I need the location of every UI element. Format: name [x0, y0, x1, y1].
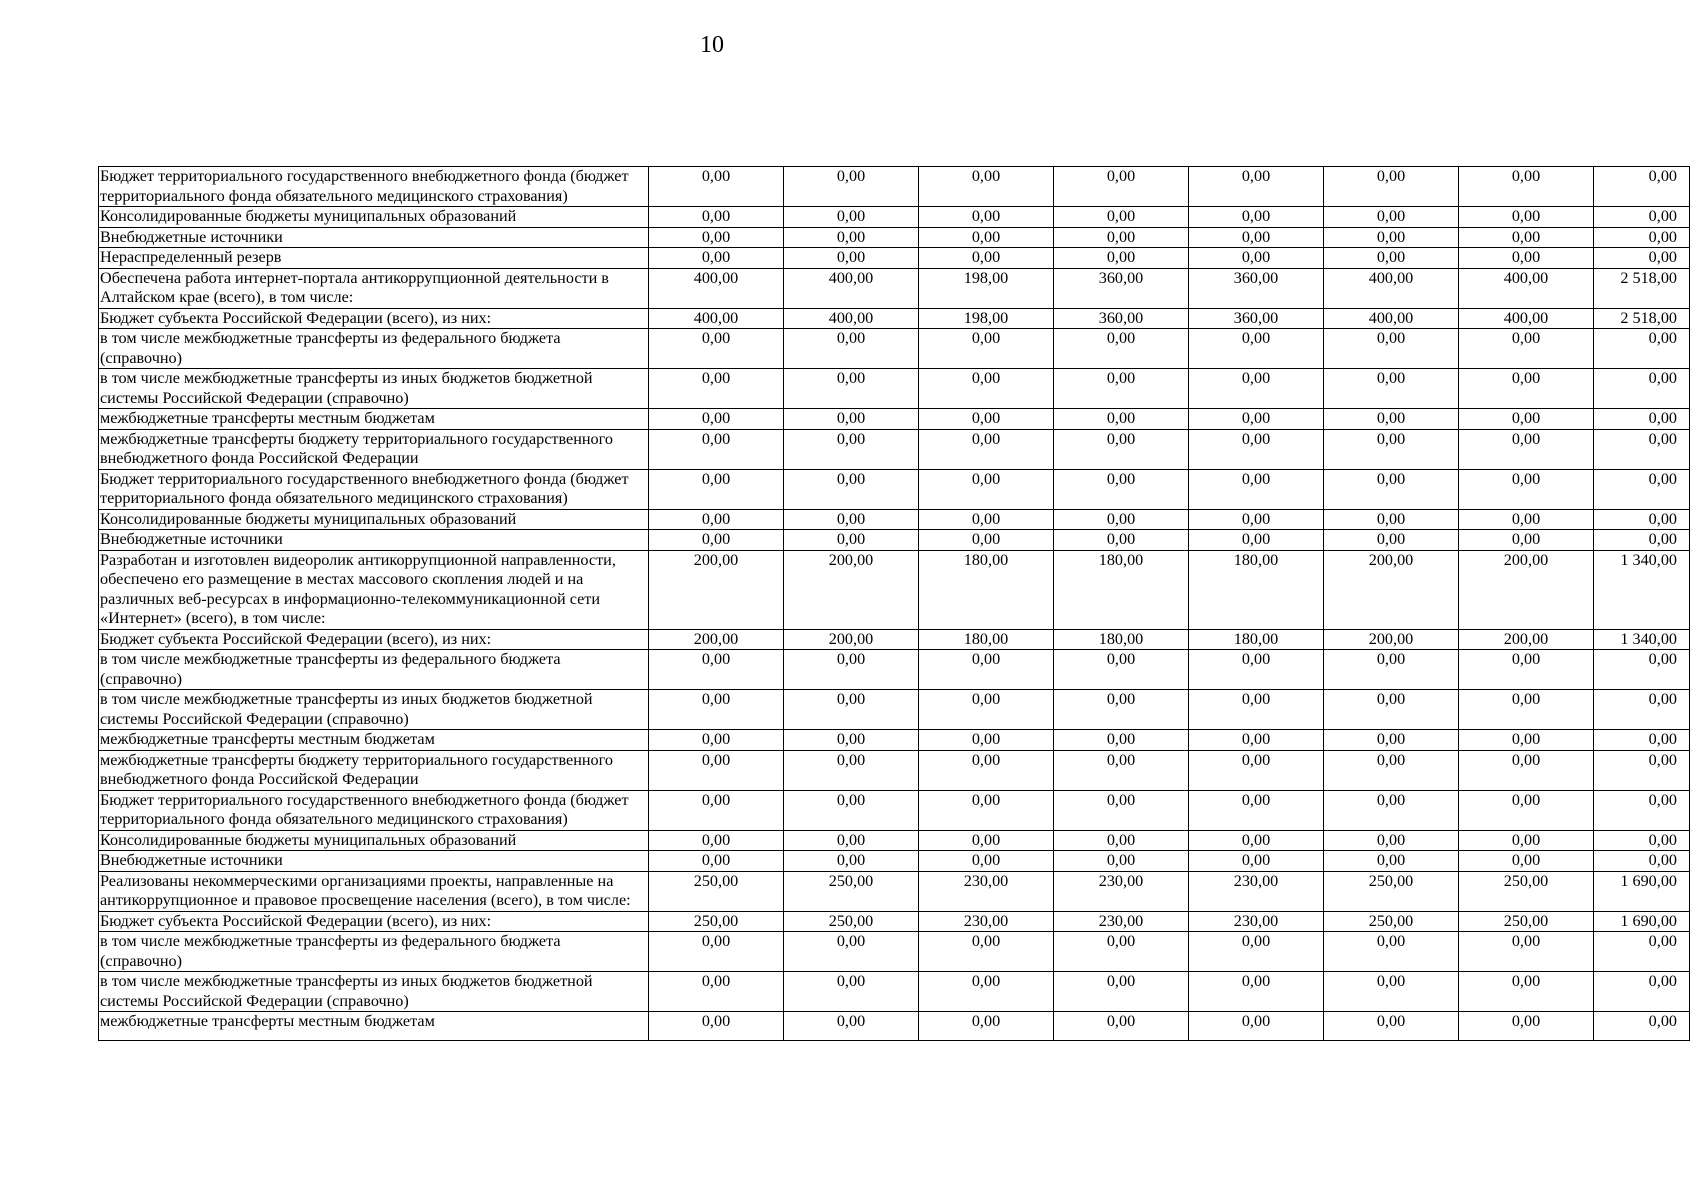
- value-cell: 0,00: [919, 690, 1054, 730]
- table-row: [99, 530, 1690, 551]
- row-label: Бюджет субъекта Российской Федерации (всего), из них:: [99, 308, 649, 329]
- value-cell: 0,00: [1324, 972, 1459, 1012]
- table-row: [99, 629, 1690, 650]
- table-row: [99, 932, 1690, 972]
- value-cell: 0,00: [919, 932, 1054, 972]
- value-cell: 0,00: [784, 248, 919, 269]
- row-label: в том числе межбюджетные трансферты из иных бюджетов бюджетной системы Российской Федерации (справочно): [99, 690, 649, 730]
- value-cell: 0,00: [1054, 790, 1189, 830]
- row-label: Бюджет территориального государственного внебюджетного фонда (бюджет территориального фонда обязательного медицинского страхования): [99, 790, 649, 830]
- value-cell-total: 0,00: [1594, 790, 1690, 830]
- value-cell: 0,00: [1459, 207, 1594, 228]
- value-cell: 230,00: [1054, 871, 1189, 911]
- value-cell: 0,00: [784, 1012, 919, 1041]
- value-cell-total: 2 518,00: [1594, 308, 1690, 329]
- value-cell: 360,00: [1189, 308, 1324, 329]
- value-cell: 0,00: [784, 830, 919, 851]
- value-cell-total: 0,00: [1594, 530, 1690, 551]
- value-cell: 230,00: [919, 911, 1054, 932]
- value-cell: 180,00: [919, 550, 1054, 629]
- row-label: Внебюджетные источники: [99, 530, 649, 551]
- table-row: [99, 911, 1690, 932]
- budget-table: [98, 166, 1690, 1041]
- value-cell: 0,00: [784, 167, 919, 207]
- value-cell: 0,00: [649, 167, 784, 207]
- value-cell-total: 0,00: [1594, 409, 1690, 430]
- value-cell: 0,00: [1054, 248, 1189, 269]
- row-label: в том числе межбюджетные трансферты из федерального бюджета (справочно): [99, 650, 649, 690]
- value-cell: 400,00: [649, 308, 784, 329]
- value-cell: 0,00: [649, 369, 784, 409]
- value-cell: 0,00: [919, 830, 1054, 851]
- row-label: в том числе межбюджетные трансферты из иных бюджетов бюджетной системы Российской Федерации (справочно): [99, 972, 649, 1012]
- row-label: Обеспечена работа интернет-портала антикоррупционной деятельности в Алтайском крае (всего), в том числе:: [99, 268, 649, 308]
- value-cell: 0,00: [784, 409, 919, 430]
- row-label: Консолидированные бюджеты муниципальных образований: [99, 830, 649, 851]
- value-cell: 0,00: [1324, 1012, 1459, 1041]
- value-cell: 0,00: [784, 509, 919, 530]
- value-cell: 200,00: [784, 629, 919, 650]
- value-cell: 0,00: [1189, 207, 1324, 228]
- table-row: [99, 469, 1690, 509]
- value-cell: 0,00: [1324, 509, 1459, 530]
- value-cell: 0,00: [649, 227, 784, 248]
- value-cell-total: 1 690,00: [1594, 871, 1690, 911]
- value-cell: 0,00: [649, 690, 784, 730]
- value-cell-total: 0,00: [1594, 469, 1690, 509]
- row-label: межбюджетные трансферты местным бюджетам: [99, 1012, 649, 1041]
- value-cell-total: 0,00: [1594, 730, 1690, 751]
- row-label: Внебюджетные источники: [99, 851, 649, 872]
- value-cell-total: 0,00: [1594, 650, 1690, 690]
- row-label: в том числе межбюджетные трансферты из федерального бюджета (справочно): [99, 932, 649, 972]
- value-cell: 0,00: [1189, 167, 1324, 207]
- value-cell: 400,00: [1324, 308, 1459, 329]
- row-label: Консолидированные бюджеты муниципальных образований: [99, 207, 649, 228]
- value-cell: 250,00: [649, 911, 784, 932]
- table-row: [99, 167, 1690, 207]
- row-label: межбюджетные трансферты местным бюджетам: [99, 409, 649, 430]
- value-cell: 0,00: [1054, 650, 1189, 690]
- table-row: [99, 650, 1690, 690]
- value-cell: 0,00: [1459, 469, 1594, 509]
- value-cell: 0,00: [784, 750, 919, 790]
- value-cell-total: 0,00: [1594, 972, 1690, 1012]
- value-cell: 0,00: [919, 429, 1054, 469]
- value-cell: 0,00: [649, 409, 784, 430]
- value-cell: 400,00: [1459, 308, 1594, 329]
- value-cell: 0,00: [649, 830, 784, 851]
- table-row: [99, 790, 1690, 830]
- value-cell: 180,00: [1189, 629, 1324, 650]
- value-cell: 0,00: [784, 932, 919, 972]
- value-cell: 180,00: [1054, 550, 1189, 629]
- value-cell: 0,00: [1324, 932, 1459, 972]
- value-cell: 0,00: [1189, 790, 1324, 830]
- value-cell: 0,00: [649, 509, 784, 530]
- table-row: [99, 830, 1690, 851]
- value-cell: 400,00: [1324, 268, 1459, 308]
- value-cell: 0,00: [1324, 207, 1459, 228]
- value-cell: 0,00: [919, 790, 1054, 830]
- value-cell: 0,00: [1054, 509, 1189, 530]
- table-row: [99, 369, 1690, 409]
- value-cell: 0,00: [919, 369, 1054, 409]
- value-cell: 0,00: [919, 469, 1054, 509]
- value-cell: 180,00: [1189, 550, 1324, 629]
- row-label: Бюджет субъекта Российской Федерации (всего), из них:: [99, 911, 649, 932]
- value-cell-total: 1 340,00: [1594, 629, 1690, 650]
- value-cell: 0,00: [1324, 227, 1459, 248]
- table-row: [99, 429, 1690, 469]
- value-cell: 0,00: [919, 509, 1054, 530]
- value-cell-total: 0,00: [1594, 429, 1690, 469]
- value-cell: 0,00: [1324, 851, 1459, 872]
- value-cell: 230,00: [1054, 911, 1189, 932]
- value-cell: 0,00: [919, 750, 1054, 790]
- value-cell: 0,00: [784, 329, 919, 369]
- value-cell: 0,00: [1324, 409, 1459, 430]
- value-cell: 200,00: [1459, 550, 1594, 629]
- value-cell: 0,00: [784, 650, 919, 690]
- value-cell: 200,00: [1324, 550, 1459, 629]
- value-cell: 0,00: [1324, 369, 1459, 409]
- value-cell: 0,00: [1459, 248, 1594, 269]
- value-cell: 0,00: [649, 530, 784, 551]
- value-cell: 0,00: [1459, 690, 1594, 730]
- value-cell: 0,00: [784, 851, 919, 872]
- value-cell: 0,00: [784, 227, 919, 248]
- value-cell: 0,00: [919, 851, 1054, 872]
- value-cell-total: 0,00: [1594, 1012, 1690, 1041]
- value-cell: 250,00: [1324, 911, 1459, 932]
- value-cell: 0,00: [1054, 409, 1189, 430]
- value-cell: 0,00: [1459, 1012, 1594, 1041]
- value-cell: 0,00: [784, 972, 919, 1012]
- value-cell: 198,00: [919, 308, 1054, 329]
- value-cell: 0,00: [649, 1012, 784, 1041]
- value-cell: 0,00: [784, 690, 919, 730]
- value-cell: 198,00: [919, 268, 1054, 308]
- value-cell-total: 0,00: [1594, 207, 1690, 228]
- value-cell: 0,00: [1459, 369, 1594, 409]
- value-cell: 360,00: [1054, 268, 1189, 308]
- value-cell: 250,00: [1459, 911, 1594, 932]
- value-cell: 200,00: [649, 629, 784, 650]
- row-label: Нераспределенный резерв: [99, 248, 649, 269]
- value-cell: 0,00: [1189, 369, 1324, 409]
- value-cell: 0,00: [1054, 851, 1189, 872]
- value-cell: 0,00: [1459, 167, 1594, 207]
- value-cell: 0,00: [1459, 650, 1594, 690]
- value-cell: 0,00: [1459, 730, 1594, 751]
- value-cell: 0,00: [1324, 248, 1459, 269]
- row-label: межбюджетные трансферты бюджету территориального государственного внебюджетного фонда Российской Федерации: [99, 429, 649, 469]
- table-body: [99, 167, 1690, 1041]
- value-cell: 0,00: [1324, 530, 1459, 551]
- value-cell: 0,00: [649, 207, 784, 228]
- value-cell: 0,00: [1054, 167, 1189, 207]
- value-cell: 0,00: [1324, 167, 1459, 207]
- value-cell: 230,00: [1189, 911, 1324, 932]
- value-cell: 200,00: [784, 550, 919, 629]
- value-cell: 0,00: [1324, 790, 1459, 830]
- value-cell: 0,00: [1189, 750, 1324, 790]
- table-row: [99, 207, 1690, 228]
- value-cell: 0,00: [1054, 932, 1189, 972]
- value-cell: 0,00: [919, 329, 1054, 369]
- row-label: Бюджет территориального государственного внебюджетного фонда (бюджет территориального фонда обязательного медицинского страхования): [99, 469, 649, 509]
- value-cell: 0,00: [1189, 409, 1324, 430]
- value-cell: 0,00: [1054, 972, 1189, 1012]
- value-cell: 0,00: [1459, 227, 1594, 248]
- value-cell: 0,00: [1459, 932, 1594, 972]
- value-cell: 0,00: [784, 790, 919, 830]
- value-cell: 0,00: [1324, 650, 1459, 690]
- value-cell: 0,00: [919, 409, 1054, 430]
- row-label: Бюджет территориального государственного внебюджетного фонда (бюджет территориального фонда обязательного медицинского страхования): [99, 167, 649, 207]
- value-cell-total: 1 690,00: [1594, 911, 1690, 932]
- table-row: [99, 1012, 1690, 1041]
- row-label: в том числе межбюджетные трансферты из федерального бюджета (справочно): [99, 329, 649, 369]
- value-cell: 0,00: [1459, 429, 1594, 469]
- value-cell: 360,00: [1189, 268, 1324, 308]
- row-label: Консолидированные бюджеты муниципальных образований: [99, 509, 649, 530]
- value-cell: 0,00: [1054, 207, 1189, 228]
- value-cell: 400,00: [649, 268, 784, 308]
- value-cell: 0,00: [649, 730, 784, 751]
- value-cell: 0,00: [649, 972, 784, 1012]
- table-row: [99, 972, 1690, 1012]
- value-cell: 250,00: [1459, 871, 1594, 911]
- value-cell: 400,00: [784, 268, 919, 308]
- table-row: [99, 409, 1690, 430]
- value-cell: 0,00: [784, 730, 919, 751]
- value-cell: 0,00: [1189, 730, 1324, 751]
- value-cell: 0,00: [1459, 830, 1594, 851]
- value-cell: 0,00: [1054, 227, 1189, 248]
- value-cell: 0,00: [1054, 469, 1189, 509]
- value-cell: 250,00: [1324, 871, 1459, 911]
- value-cell-total: 0,00: [1594, 750, 1690, 790]
- value-cell: 0,00: [919, 227, 1054, 248]
- row-label: межбюджетные трансферты местным бюджетам: [99, 730, 649, 751]
- table-row: [99, 690, 1690, 730]
- value-cell: 0,00: [1054, 690, 1189, 730]
- value-cell: 0,00: [784, 207, 919, 228]
- value-cell: 0,00: [919, 730, 1054, 751]
- value-cell: 0,00: [1054, 329, 1189, 369]
- value-cell: 0,00: [1189, 329, 1324, 369]
- value-cell: 0,00: [919, 1012, 1054, 1041]
- value-cell: 0,00: [1324, 469, 1459, 509]
- row-label: Реализованы некоммерческими организациями проекты, направленные на антикоррупционное и правовое просвещение населения (всего), в том числе:: [99, 871, 649, 911]
- value-cell: 200,00: [1324, 629, 1459, 650]
- value-cell: 250,00: [649, 871, 784, 911]
- table-row: [99, 550, 1690, 629]
- value-cell: 0,00: [1054, 429, 1189, 469]
- value-cell: 0,00: [1459, 972, 1594, 1012]
- value-cell: 0,00: [1324, 750, 1459, 790]
- row-label: Бюджет субъекта Российской Федерации (всего), из них:: [99, 629, 649, 650]
- value-cell: 0,00: [1324, 830, 1459, 851]
- value-cell: 0,00: [649, 469, 784, 509]
- value-cell: 0,00: [1054, 369, 1189, 409]
- value-cell-total: 0,00: [1594, 227, 1690, 248]
- table-row: [99, 268, 1690, 308]
- value-cell: 0,00: [1189, 972, 1324, 1012]
- value-cell: 0,00: [649, 329, 784, 369]
- value-cell: 0,00: [1459, 750, 1594, 790]
- value-cell: 400,00: [1459, 268, 1594, 308]
- table-row: [99, 308, 1690, 329]
- value-cell: 0,00: [784, 429, 919, 469]
- value-cell: 0,00: [919, 167, 1054, 207]
- value-cell: 230,00: [1189, 871, 1324, 911]
- value-cell: 0,00: [1459, 530, 1594, 551]
- value-cell: 0,00: [1189, 429, 1324, 469]
- value-cell: 0,00: [1189, 690, 1324, 730]
- value-cell: 0,00: [649, 790, 784, 830]
- table-row: [99, 871, 1690, 911]
- value-cell-total: 0,00: [1594, 509, 1690, 530]
- value-cell-total: 0,00: [1594, 851, 1690, 872]
- page-number: 10: [700, 32, 724, 58]
- value-cell: 0,00: [1189, 932, 1324, 972]
- value-cell: 0,00: [1459, 851, 1594, 872]
- value-cell-total: 0,00: [1594, 369, 1690, 409]
- row-label: Внебюджетные источники: [99, 227, 649, 248]
- value-cell: 0,00: [1189, 509, 1324, 530]
- value-cell: 0,00: [1189, 830, 1324, 851]
- value-cell: 0,00: [1189, 248, 1324, 269]
- value-cell: 0,00: [1324, 329, 1459, 369]
- value-cell-total: 0,00: [1594, 830, 1690, 851]
- value-cell: 200,00: [1459, 629, 1594, 650]
- value-cell: 0,00: [1324, 690, 1459, 730]
- value-cell: 0,00: [1189, 530, 1324, 551]
- value-cell: 0,00: [919, 207, 1054, 228]
- value-cell: 250,00: [784, 911, 919, 932]
- value-cell: 0,00: [919, 972, 1054, 1012]
- table-row: [99, 750, 1690, 790]
- value-cell: 250,00: [784, 871, 919, 911]
- value-cell: 0,00: [1189, 227, 1324, 248]
- value-cell: 0,00: [1054, 530, 1189, 551]
- value-cell: 0,00: [784, 469, 919, 509]
- row-label: межбюджетные трансферты бюджету территориального государственного внебюджетного фонда Российской Федерации: [99, 750, 649, 790]
- value-cell: 0,00: [784, 369, 919, 409]
- value-cell: 0,00: [649, 851, 784, 872]
- value-cell: 0,00: [1054, 750, 1189, 790]
- table-row: [99, 509, 1690, 530]
- value-cell: 360,00: [1054, 308, 1189, 329]
- value-cell: 0,00: [1189, 851, 1324, 872]
- value-cell: 0,00: [1324, 429, 1459, 469]
- value-cell: 200,00: [649, 550, 784, 629]
- row-label: в том числе межбюджетные трансферты из иных бюджетов бюджетной системы Российской Федерации (справочно): [99, 369, 649, 409]
- value-cell-total: 0,00: [1594, 248, 1690, 269]
- value-cell: 0,00: [649, 650, 784, 690]
- value-cell-total: 2 518,00: [1594, 268, 1690, 308]
- value-cell: 0,00: [1189, 650, 1324, 690]
- value-cell: 0,00: [784, 530, 919, 551]
- value-cell: 230,00: [919, 871, 1054, 911]
- value-cell: 0,00: [649, 932, 784, 972]
- table-row: [99, 227, 1690, 248]
- value-cell: 0,00: [1459, 790, 1594, 830]
- value-cell: 0,00: [1189, 469, 1324, 509]
- value-cell: 0,00: [919, 248, 1054, 269]
- value-cell: 0,00: [649, 429, 784, 469]
- value-cell: 0,00: [1324, 730, 1459, 751]
- value-cell: 0,00: [649, 248, 784, 269]
- value-cell: 0,00: [1054, 730, 1189, 751]
- value-cell: 0,00: [1189, 1012, 1324, 1041]
- value-cell-total: 0,00: [1594, 167, 1690, 207]
- value-cell: 0,00: [1459, 409, 1594, 430]
- table-row: [99, 329, 1690, 369]
- value-cell: 0,00: [919, 530, 1054, 551]
- table-row: [99, 851, 1690, 872]
- value-cell: 0,00: [919, 650, 1054, 690]
- value-cell: 180,00: [919, 629, 1054, 650]
- value-cell: 400,00: [784, 308, 919, 329]
- value-cell-total: 0,00: [1594, 329, 1690, 369]
- row-label: Разработан и изготовлен видеоролик антикоррупционной направленности, обеспечено его размещение в местах массового скопления людей и на различных веб-ресурсах в информационно-телекоммуникационной сети «Интернет» (всего), в том числе:: [99, 550, 649, 629]
- table-row: [99, 248, 1690, 269]
- value-cell: 0,00: [1459, 329, 1594, 369]
- value-cell: 180,00: [1054, 629, 1189, 650]
- value-cell-total: 1 340,00: [1594, 550, 1690, 629]
- value-cell-total: 0,00: [1594, 932, 1690, 972]
- table-row: [99, 730, 1690, 751]
- value-cell: 0,00: [1459, 509, 1594, 530]
- value-cell: 0,00: [1054, 830, 1189, 851]
- value-cell: 0,00: [1054, 1012, 1189, 1041]
- value-cell-total: 0,00: [1594, 690, 1690, 730]
- value-cell: 0,00: [649, 750, 784, 790]
